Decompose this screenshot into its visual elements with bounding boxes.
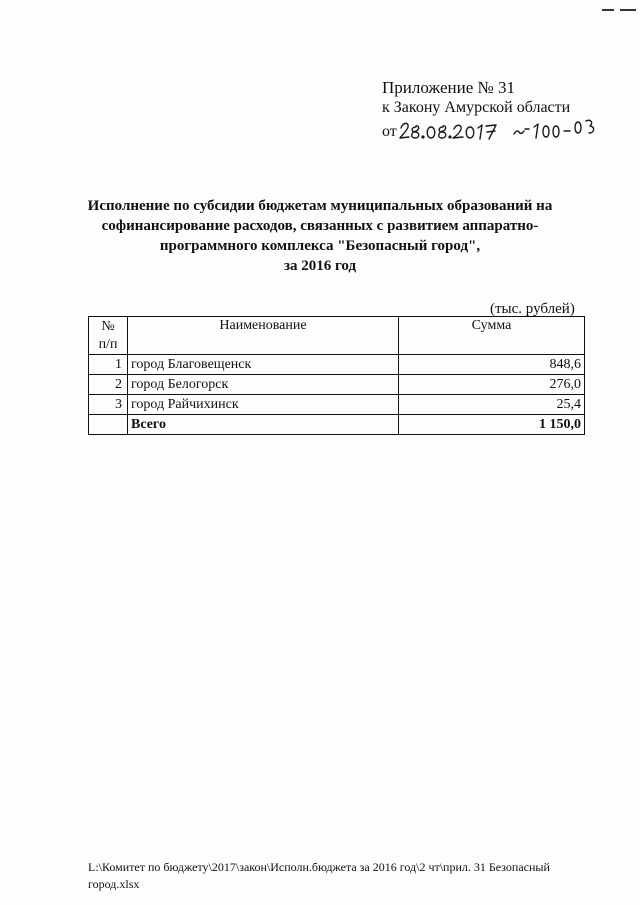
footer-path-line-2: город.xlsx	[88, 877, 140, 891]
total-number-cell	[89, 415, 128, 435]
units-label: (тыс. рублей)	[490, 301, 575, 317]
footer-path-line-1: L:\Комитет по бюджету\2017\закон\Исполн.бюджета за 2016 год\2 чт\прил. 31 Безопасный	[88, 860, 550, 874]
document-title	[60, 196, 580, 276]
row-sum: 848,6	[399, 355, 585, 375]
table-row	[89, 375, 585, 395]
row-name: город Райчихинск	[128, 395, 399, 415]
table-header-row	[89, 317, 585, 355]
row-name: город Благовещенск	[128, 355, 399, 375]
title-line-3: программного комплекса "Безопасный город",	[159, 238, 481, 254]
appendix-date-line	[382, 118, 598, 142]
row-sum: 276,0	[399, 375, 585, 395]
row-number: 2	[89, 375, 128, 395]
appendix-date-prefix: от	[382, 123, 397, 140]
scan-corner-mark	[600, 0, 640, 14]
table-row	[89, 395, 585, 415]
header-number	[89, 317, 128, 355]
header-name: Наименование	[128, 317, 399, 355]
row-name: город Белогорск	[128, 375, 399, 395]
subsidy-table	[88, 316, 585, 435]
appendix-header	[382, 78, 598, 142]
row-sum: 25,4	[399, 395, 585, 415]
header-number-pp: п/п	[98, 337, 118, 352]
row-number: 1	[89, 355, 128, 375]
total-label: Всего	[128, 415, 399, 435]
appendix-law-reference: к Закону Амурской области	[382, 99, 571, 116]
title-line-2: софинансирование расходов, связанных с развитием аппаратно-	[101, 218, 539, 234]
appendix-number: Приложение № 31	[382, 78, 515, 97]
title-line-1: Исполнение по субсидии бюджетам муниципальных образований на	[87, 198, 553, 214]
header-sum: Сумма	[399, 317, 585, 355]
total-sum: 1 150,0	[399, 415, 585, 435]
file-path-footer	[88, 859, 568, 893]
row-number: 3	[89, 395, 128, 415]
handwritten-date-number	[398, 114, 598, 142]
title-line-4: за 2016 год	[283, 258, 357, 274]
table-total-row	[89, 415, 585, 435]
table-row	[89, 355, 585, 375]
header-number-sign: №	[101, 319, 115, 334]
